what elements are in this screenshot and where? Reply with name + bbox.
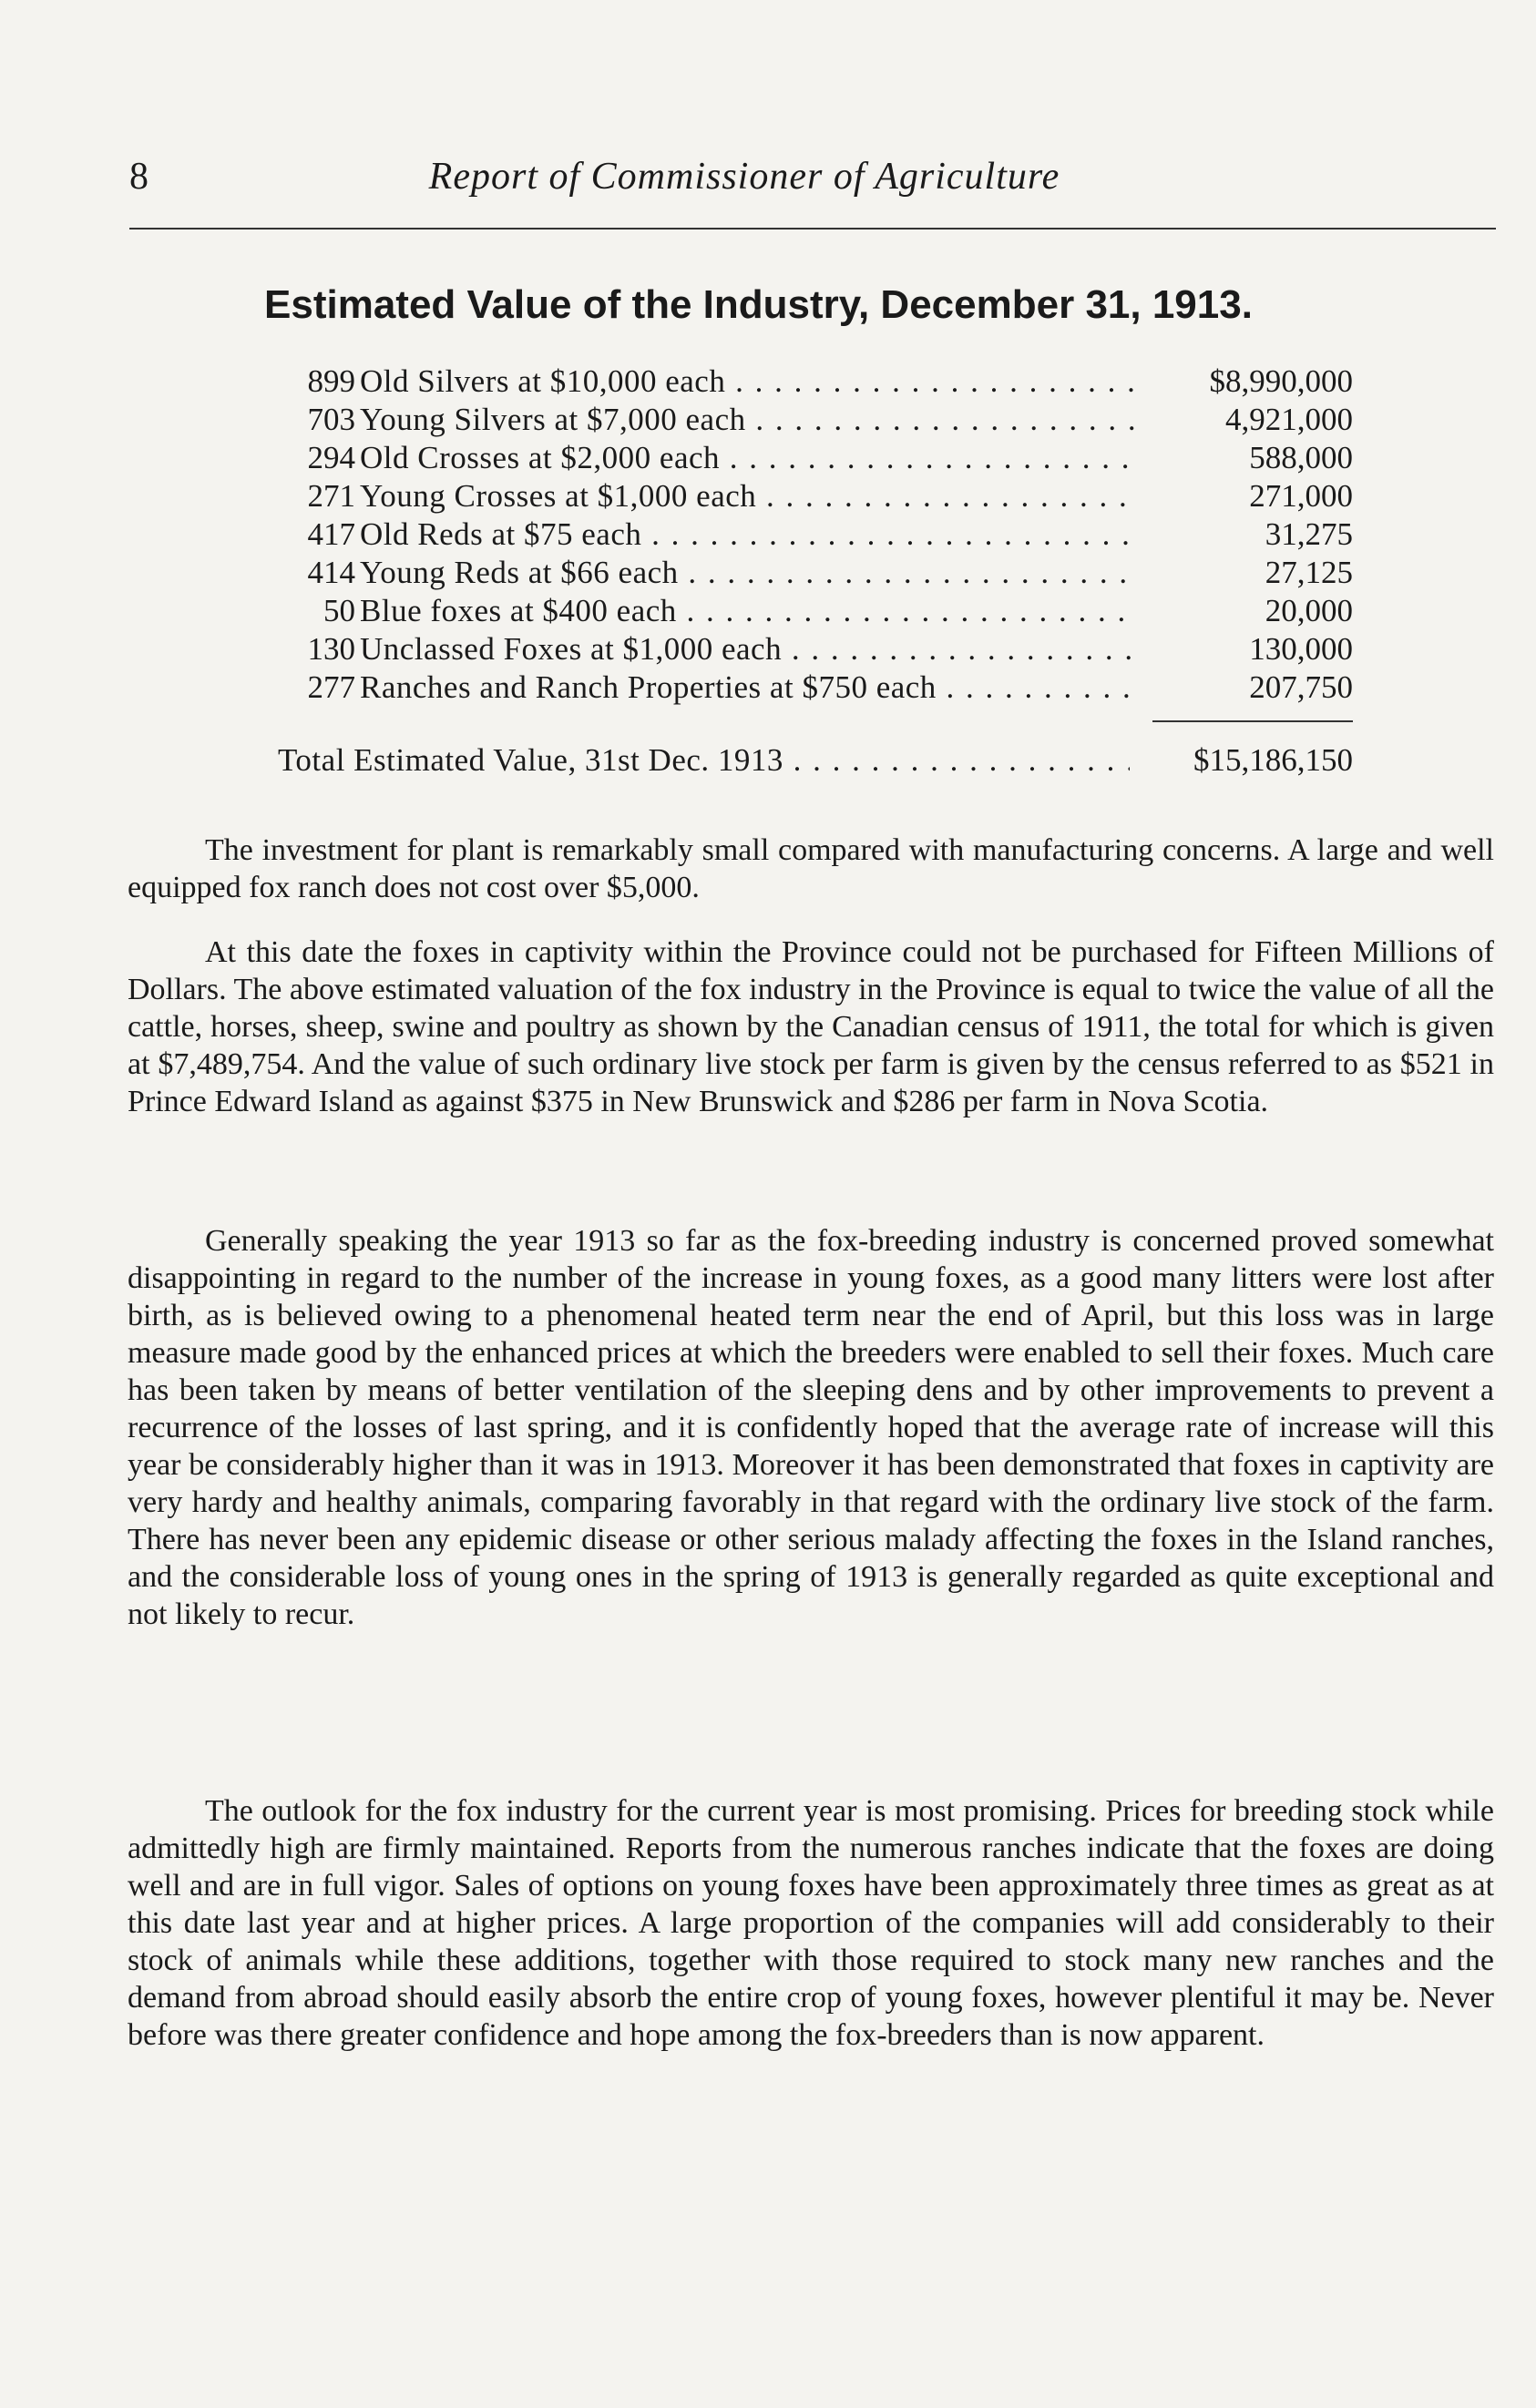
table-row	[273, 554, 1353, 592]
row-description: Blue foxes at $400 each . . .	[360, 592, 1134, 630]
estimates-table	[273, 362, 1353, 707]
total-rule	[1152, 720, 1353, 722]
table-row	[273, 592, 1353, 630]
row-value: 4,921,000	[1225, 402, 1353, 437]
row-count: 277	[307, 669, 355, 705]
paragraph-outlook: The outlook for the fox industry for the current year is most promising. Prices for breeding stock while admittedly high are firmly maintained. Reports from the numerous ranches indicate that the foxes are doing well and are in full vigor. Sales of options on young foxes have been approximately three times as great as at this date last year and at higher prices. A large proportion of the companies will add considerably to their stock of animals while these additions, together with those required to stock many new ranches and the demand from abroad should easily absorb the entire crop of young foxes, however plentiful it may be. Never before was there greater confidence and hope among the fox-breeders than is now apparent.	[128, 1794, 1494, 2052]
row-count: 130	[307, 631, 355, 667]
row-count: 417	[307, 516, 355, 552]
paragraph-valuation: At this date the foxes in captivity within the Province could not be purchased for Fifteen Millions of Dollars. The above estimated valuation of the fox industry in the Province is equal to twice the value of all the cattle, horses, sheep, swine and poultry as shown by the Canadian census of 1911, the total for which is given at $7,489,754. And the value of such ordinary live stock per farm is given by the census referred to as $521 in Prince Edward Island as against $375 in New Brunswick and $286 per farm in Nova Scotia.	[128, 935, 1494, 1118]
paragraph-year-1913: Generally speaking the year 1913 so far as the fox-breeding industry is concerned proved somewhat disappointing in regard to the number of the increase in young foxes, as a good many litters were lost after birth, as is believed owing to a phenomenal heated term near the end of April, but this loss was in large measure made good by the enhanced prices at which the breeders were enabled to sell their foxes. Much care has been taken by means of better ventilation of the sleeping dens and by other improvements to prevent a recurrence of the losses of last spring, and it is confidently hoped that the average rate of increase will this year be considerably higher than it was in 1913. Moreover it has been demonstrated that foxes in captivity are very hardy and healthy animals, comparing favorably in that regard with the ordinary live stock of the farm. There has never been any epidemic disease or other serious malady affecting the foxes in the Island ranches, and the considerable loss of young ones in the spring of 1913 is generally regarded as quite exceptional and not likely to recur.	[128, 1224, 1494, 1631]
row-count: 271	[307, 478, 355, 514]
row-count: 414	[307, 555, 355, 590]
table-row	[273, 668, 1353, 707]
total-value: $15,186,150	[1193, 742, 1353, 778]
table-row	[273, 515, 1353, 554]
header-rule	[129, 228, 1496, 230]
table-row	[273, 439, 1353, 477]
table-row	[273, 630, 1353, 668]
table-row	[273, 362, 1353, 401]
total-row	[278, 740, 1353, 781]
row-value: 20,000	[1265, 593, 1353, 628]
total-label: Total Estimated Value, 31st Dec. 1913 . . .	[278, 740, 1130, 781]
table-title: Estimated Value of the Industry, December 31, 1913.	[264, 282, 1253, 327]
row-value: 588,000	[1249, 440, 1353, 475]
row-count: 899	[307, 363, 355, 399]
table-row	[273, 477, 1353, 515]
row-count: 294	[307, 440, 355, 475]
paragraph-investment: The investment for plant is remarkably small compared with manufacturing concerns. A large and well equipped fox ranch does not cost over $5,000.	[128, 833, 1494, 904]
running-head	[129, 155, 1496, 209]
page-number: 8	[129, 156, 148, 198]
running-title: Report of Commissioner of Agriculture	[428, 156, 1060, 198]
row-description: Old Crosses at $2,000 each . . .	[360, 439, 1134, 477]
row-description: Ranches and Ranch Properties at $750 each . . .	[360, 668, 1134, 707]
row-value: 207,750	[1249, 669, 1353, 705]
row-value: 130,000	[1249, 631, 1353, 667]
row-value: 31,275	[1265, 516, 1353, 552]
row-description: Young Reds at $66 each . . .	[360, 554, 1134, 592]
row-description: Old Silvers at $10,000 each . . .	[360, 362, 1134, 401]
row-description: Young Crosses at $1,000 each . . .	[360, 477, 1134, 515]
row-description: Old Reds at $75 each . . .	[360, 515, 1134, 554]
row-description: Unclassed Foxes at $1,000 each . . .	[360, 630, 1134, 668]
row-value: 271,000	[1249, 478, 1353, 514]
row-description: Young Silvers at $7,000 each . . .	[360, 401, 1134, 439]
table-row	[273, 401, 1353, 439]
row-count: 50	[323, 593, 355, 628]
row-value: $8,990,000	[1209, 363, 1353, 399]
row-count: 703	[307, 402, 355, 437]
row-value: 27,125	[1265, 555, 1353, 590]
